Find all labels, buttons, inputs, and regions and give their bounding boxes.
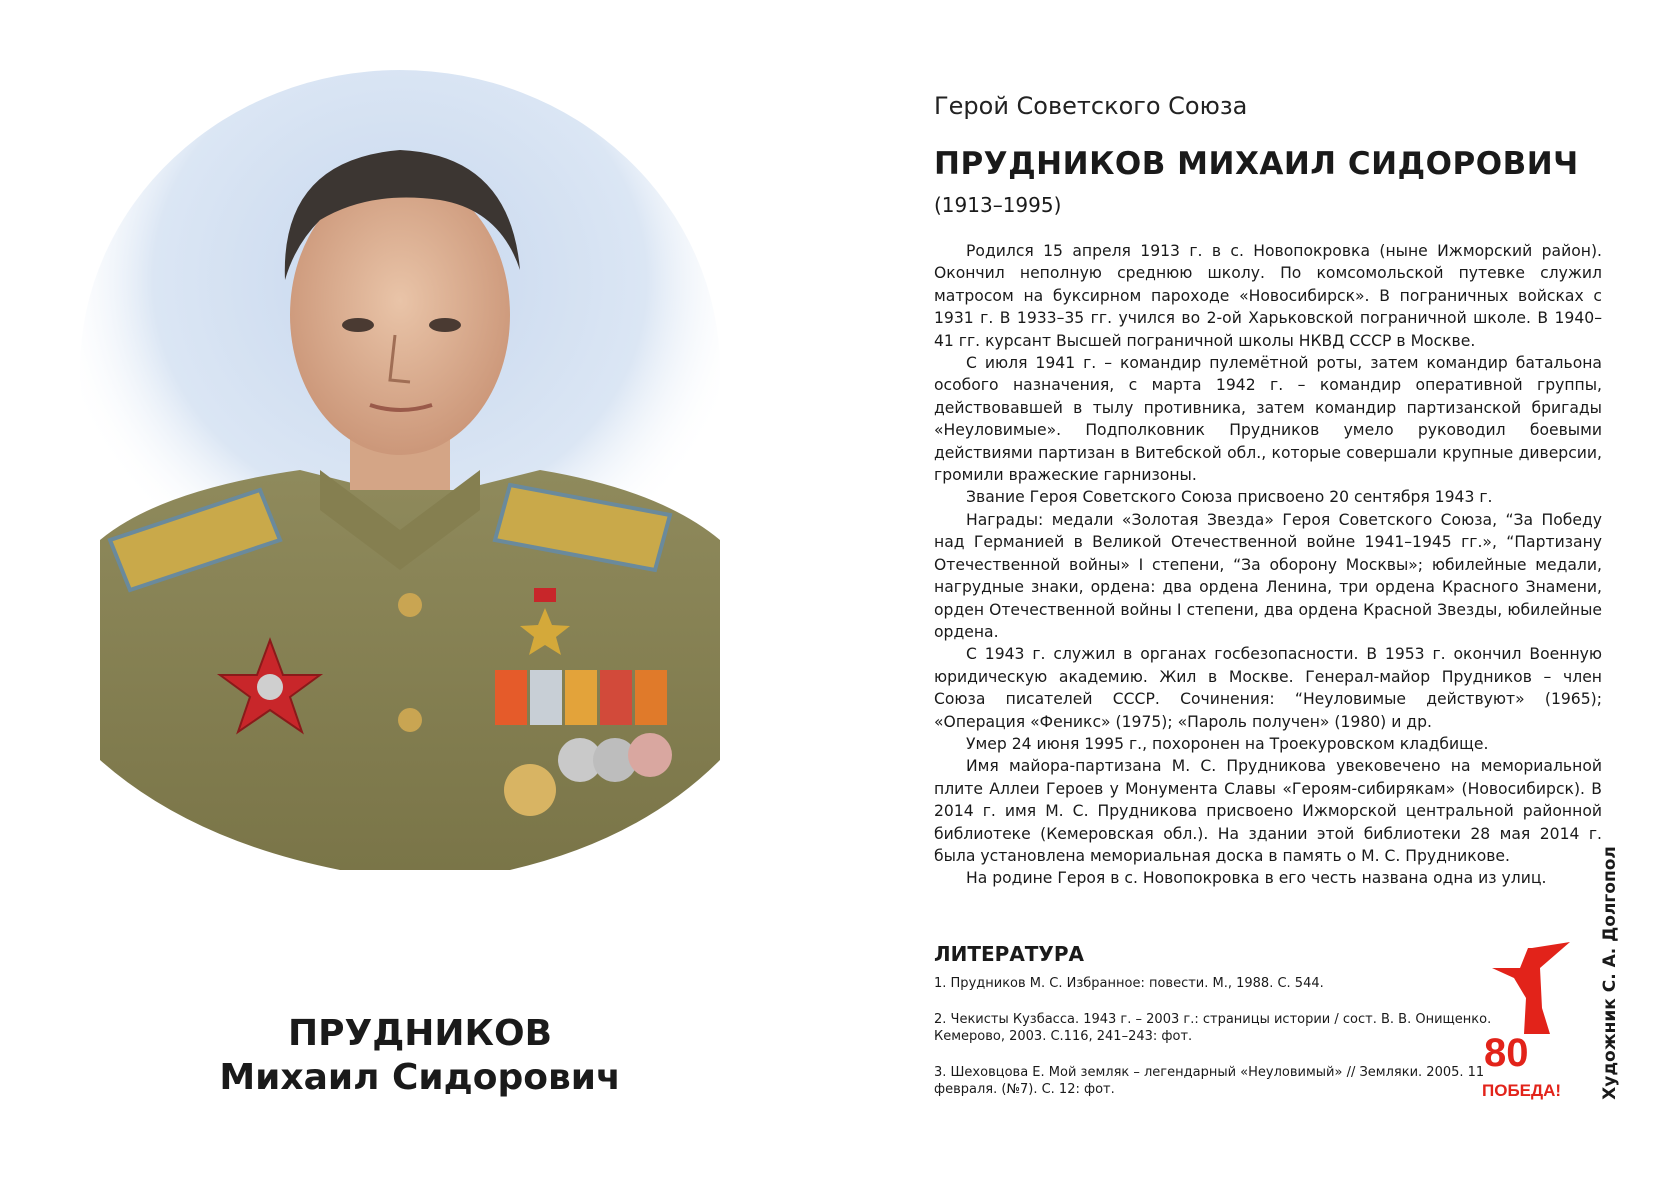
bio-paragraph: На родине Героя в с. Новопокровка в его честь названа одна из улиц.	[966, 869, 1547, 888]
bio-paragraph: С июля 1941 г. – командир пулемётной роты, затем командир батальона особого назначения, с марта 1942 г. – командир оперативной группы, действовавшей в тылу противника, затем командир партизанской бригады «Неуловимые». Подполковник Прудников умело руководил боевыми действиями партизан в Витебской обл., которые совершали крупные диверсии, громили вражеские гарнизоны.	[934, 354, 1602, 485]
artist-credit-text: Художник С. А. Долгопол	[1600, 846, 1620, 1100]
victory-80-logo	[1480, 938, 1576, 1104]
portrait-illustration	[40, 70, 800, 1000]
motherland-statue-icon	[1492, 942, 1570, 1034]
caption-surname: ПРУДНИКОВ	[287, 1013, 553, 1054]
portrait-caption	[40, 1012, 800, 1100]
life-years: (1913–1995)	[934, 193, 1062, 217]
logo-text: ПОБЕДА!	[1482, 1081, 1562, 1100]
page-title: ПРУДНИКОВ МИХАИЛ СИДОРОВИЧ	[934, 146, 1579, 182]
literature-item: 2. Чекисты Кузбасса. 1943 г. – 2003 г.: страницы истории / сост. В. В. Онищенко. Кемерово, 2003. С.116, 241–243: фот.	[934, 1012, 1492, 1044]
tunic-button	[398, 708, 422, 732]
caption-given-name: Михаил Сидорович	[219, 1057, 621, 1098]
bio-paragraph: Умер 24 июня 1995 г., похоронен на Троекуровском кладбище.	[966, 734, 1489, 753]
literature-heading: ЛИТЕРАТУРА	[934, 942, 1084, 966]
logo-number: 80	[1484, 1031, 1529, 1075]
literature-item: 1. Прудников М. С. Избранное: повести. М., 1988. С. 544.	[934, 976, 1324, 991]
artist-credit	[1598, 848, 1622, 1098]
hero-title-subtitle: Герой Советского Союза	[934, 92, 1248, 120]
bio-paragraph: Награды: медали «Золотая Звезда» Героя Советского Союза, “За Победу над Германией в Великой Отечественной войне 1941–1945 гг.», “Партизану Отечественной войны» I степени, “За оборону Москвы»; юбилейные медали, нагрудные знаки, ордена: два ордена Ленина, три ордена Красного Знамени, орден Отечественной войны I степени, два ордена Красной Звезды, юбилейные ордена.	[934, 510, 1602, 641]
bio-paragraph: Звание Героя Советского Союза присвоено 20 сентября 1943 г.	[966, 488, 1493, 507]
tunic-button	[398, 593, 422, 617]
biography-text	[934, 240, 1602, 890]
literature-item: 3. Шеховцова Е. Мой земляк – легендарный «Неуловимый» // Земляки. 2005. 11 февраля. (№7). С. 12: фот.	[934, 1065, 1485, 1097]
bio-paragraph: Имя майора-партизана М. С. Прудникова увековечено на мемориальной плите Аллеи Героев у Монумента Славы «Героям-сибирякам» (Новосибирск). В 2014 г. имя М. С. Прудникова присвоено Ижморской центральной районной библиотеке (Кемеровская обл.). На здании этой библиотеки 28 мая 2014 г. была установлена мемориальная доска в память о М. С. Прудникове.	[934, 757, 1602, 865]
bio-paragraph: С 1943 г. служил в органах госбезопасности. В 1953 г. окончил Военную юридическую академию. Жил в Москве. Генерал-майор Прудников – член Союза писателей СССР. Сочинения: “Неуловимые действуют» (1965); «Операция «Феникс» (1975); «Пароль получен» (1980) и др.	[934, 645, 1602, 731]
bio-paragraph: Родился 15 апреля 1913 г. в с. Новопокровка (ныне Ижморский район). Окончил неполную среднюю школу. По комсомольской путевке служил матросом на буксирном пароходе «Новосибирск». В пограничных войсках с 1931 г. В 1933–35 гг. учился во 2-ой Харьковской пограничной школе. В 1940–41 гг. курсант Высшей пограничной школы НКВД СССР в Москве.	[934, 242, 1602, 350]
literature-list	[934, 975, 1494, 1117]
